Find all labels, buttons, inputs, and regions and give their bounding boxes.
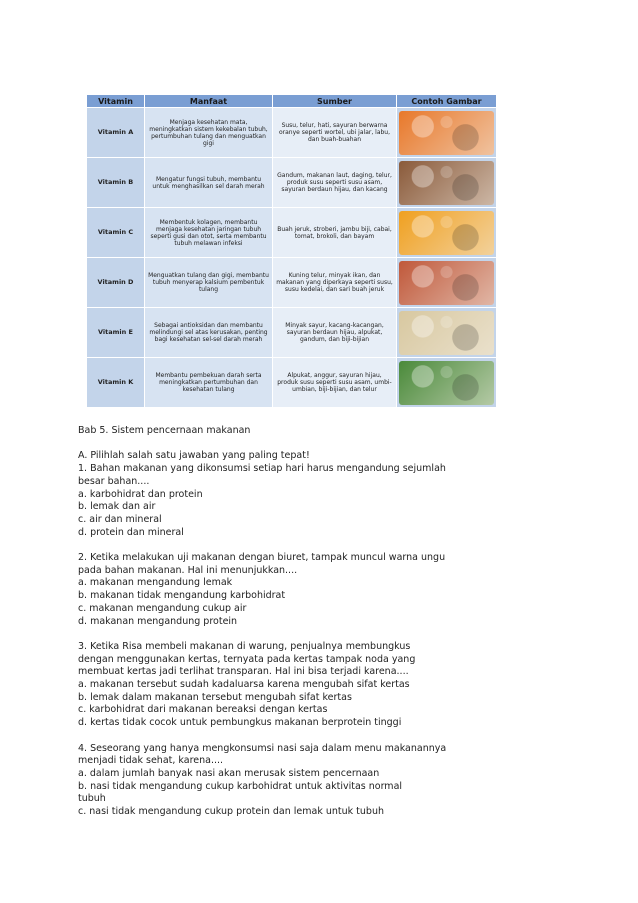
vitamin-benefit: Membantu pembekuan darah serta meningkatkan pertumbuhan dan kesehatan tulang	[145, 358, 273, 408]
example-image-cell	[397, 358, 497, 408]
question-text: 4. Seseorang yang hanya mengkonsumsi nasi saja dalam menu makanannya	[78, 742, 447, 754]
citrus-fruits-image	[399, 211, 494, 255]
option: b. lemak dan air	[78, 501, 156, 513]
vitamin-source: Buah jeruk, stroberi, jambu biji, cabai, tomat, brokoli, dan bayam	[273, 208, 397, 258]
option: tubuh	[78, 793, 106, 805]
salmon-dish-image	[399, 261, 494, 305]
option: d. makanan mengandung protein	[78, 615, 238, 627]
table-row	[87, 158, 497, 208]
question-3	[78, 641, 578, 730]
header-contoh-gambar: Contoh Gambar	[397, 95, 497, 108]
vitamin-table-figure	[86, 94, 496, 410]
question-text: 3. Ketika Risa membeli makanan di warung, penjualnya membungkus	[78, 640, 411, 652]
chapter-title: Bab 5. Sistem pencernaan makanan	[78, 425, 251, 436]
table-row	[87, 308, 497, 358]
instruction: A. Pilihlah salah satu jawaban yang paling tepat!	[78, 450, 310, 462]
option: d. protein dan mineral	[78, 526, 184, 538]
vitamin-name: Vitamin E	[87, 308, 145, 358]
question-2	[78, 552, 578, 628]
vitamin-source: Kuning telur, minyak ikan, dan makanan yang diperkaya seperti susu, susu kedelai, dan sari buah jeruk	[273, 258, 397, 308]
question-text: dengan menggunakan kertas, ternyata pada kertas tampak noda yang	[78, 653, 416, 665]
question-text: membuat kertas jadi terlihat transparan. Hal ini bisa terjadi karena....	[78, 666, 409, 678]
document-body	[78, 425, 578, 819]
example-image-cell	[397, 308, 497, 358]
option: a. karbohidrat dan protein	[78, 488, 203, 500]
table-row	[87, 358, 497, 408]
vitamin-benefit: Sebagai antioksidan dan membantu melindungi sel atas kerusakan, penting bagi kesehatan sel-sel darah merah	[145, 308, 273, 358]
example-image-cell	[397, 258, 497, 308]
option: b. lemak dalam makanan tersebut mengubah sifat kertas	[78, 691, 352, 703]
vitamin-table	[86, 94, 497, 408]
option: a. makanan mengandung lemak	[78, 577, 233, 589]
vitamin-benefit: Menjaga kesehatan mata, meningkatkan sistem kekebalan tubuh, pertumbuhan tulang dan menguatkan gigi	[145, 108, 273, 158]
vitamin-name: Vitamin D	[87, 258, 145, 308]
option: a. makanan tersebut sudah kadaluarsa karena mengubah sifat kertas	[78, 679, 410, 691]
question-text: besar bahan....	[78, 475, 150, 487]
question-text: pada bahan makanan. Hal ini menunjukkan....	[78, 564, 298, 576]
vitamin-source: Susu, telur, hati, sayuran berwarna oranye seperti wortel, ubi jalar, labu, dan buah-buahan	[273, 108, 397, 158]
header-manfaat: Manfaat	[145, 95, 273, 108]
vitamin-name: Vitamin C	[87, 208, 145, 258]
example-image-cell	[397, 108, 497, 158]
vegetables-market-image	[399, 361, 494, 405]
option: c. makanan mengandung cukup air	[78, 602, 247, 614]
question-text: 2. Ketika melakukan uji makanan dengan biuret, tampak muncul warna ungu	[78, 552, 446, 563]
vitamin-name: Vitamin K	[87, 358, 145, 408]
question-text: menjadi tidak sehat, karena....	[78, 755, 224, 767]
vitamin-benefit: Menguatkan tulang dan gigi, membantu tubuh menyerap kalsium pembentuk tulang	[145, 258, 273, 308]
header-sumber: Sumber	[273, 95, 397, 108]
vitamin-benefit: Mengatur fungsi tubuh, membantu untuk menghasilkan sel darah merah	[145, 158, 273, 208]
table-row	[87, 208, 497, 258]
vitamin-name: Vitamin B	[87, 158, 145, 208]
option: b. makanan tidak mengandung karbohidrat	[78, 590, 286, 602]
carrot-image	[399, 111, 494, 155]
vitamin-source: Gandum, makanan laut, daging, telur, produk susu seperti susu asam, sayuran berdaun hijau, dan kacang	[273, 158, 397, 208]
table-row	[87, 258, 497, 308]
vitamin-benefit: Membentuk kolagen, membantu menjaga kesehatan jaringan tubuh seperti gusi dan otot, serta membantu tubuh melawan infeksi	[145, 208, 273, 258]
nuts-image	[399, 311, 494, 355]
grains-beans-image	[399, 161, 494, 205]
vitamin-source: Alpukat, anggur, sayuran hijau, produk susu seperti susu asam, umbi-umbian, biji-bijian, dan telur	[273, 358, 397, 408]
option: c. nasi tidak mengandung cukup protein dan lemak untuk tubuh	[78, 806, 384, 818]
question-1	[78, 463, 578, 539]
header-vitamin: Vitamin	[87, 95, 145, 108]
option: d. kertas tidak cocok untuk pembungkus makanan berprotein tinggi	[78, 717, 402, 729]
vitamin-source: Minyak sayur, kacang-kacangan, sayuran berdaun hijau, alpukat, gandum, dan biji-bijian	[273, 308, 397, 358]
question-4	[78, 743, 578, 819]
option: a. dalam jumlah banyak nasi akan merusak sistem pencernaan	[78, 767, 380, 779]
vitamin-name: Vitamin A	[87, 108, 145, 158]
table-header-row	[87, 95, 497, 108]
option: c. karbohidrat dari makanan bereaksi dengan kertas	[78, 704, 328, 716]
example-image-cell	[397, 208, 497, 258]
question-text: 1. Bahan makanan yang dikonsumsi setiap hari harus mengandung sejumlah	[78, 463, 446, 475]
option: b. nasi tidak mengandung cukup karbohidrat untuk aktivitas normal	[78, 780, 403, 792]
option: c. air dan mineral	[78, 513, 162, 525]
example-image-cell	[397, 158, 497, 208]
table-row	[87, 108, 497, 158]
